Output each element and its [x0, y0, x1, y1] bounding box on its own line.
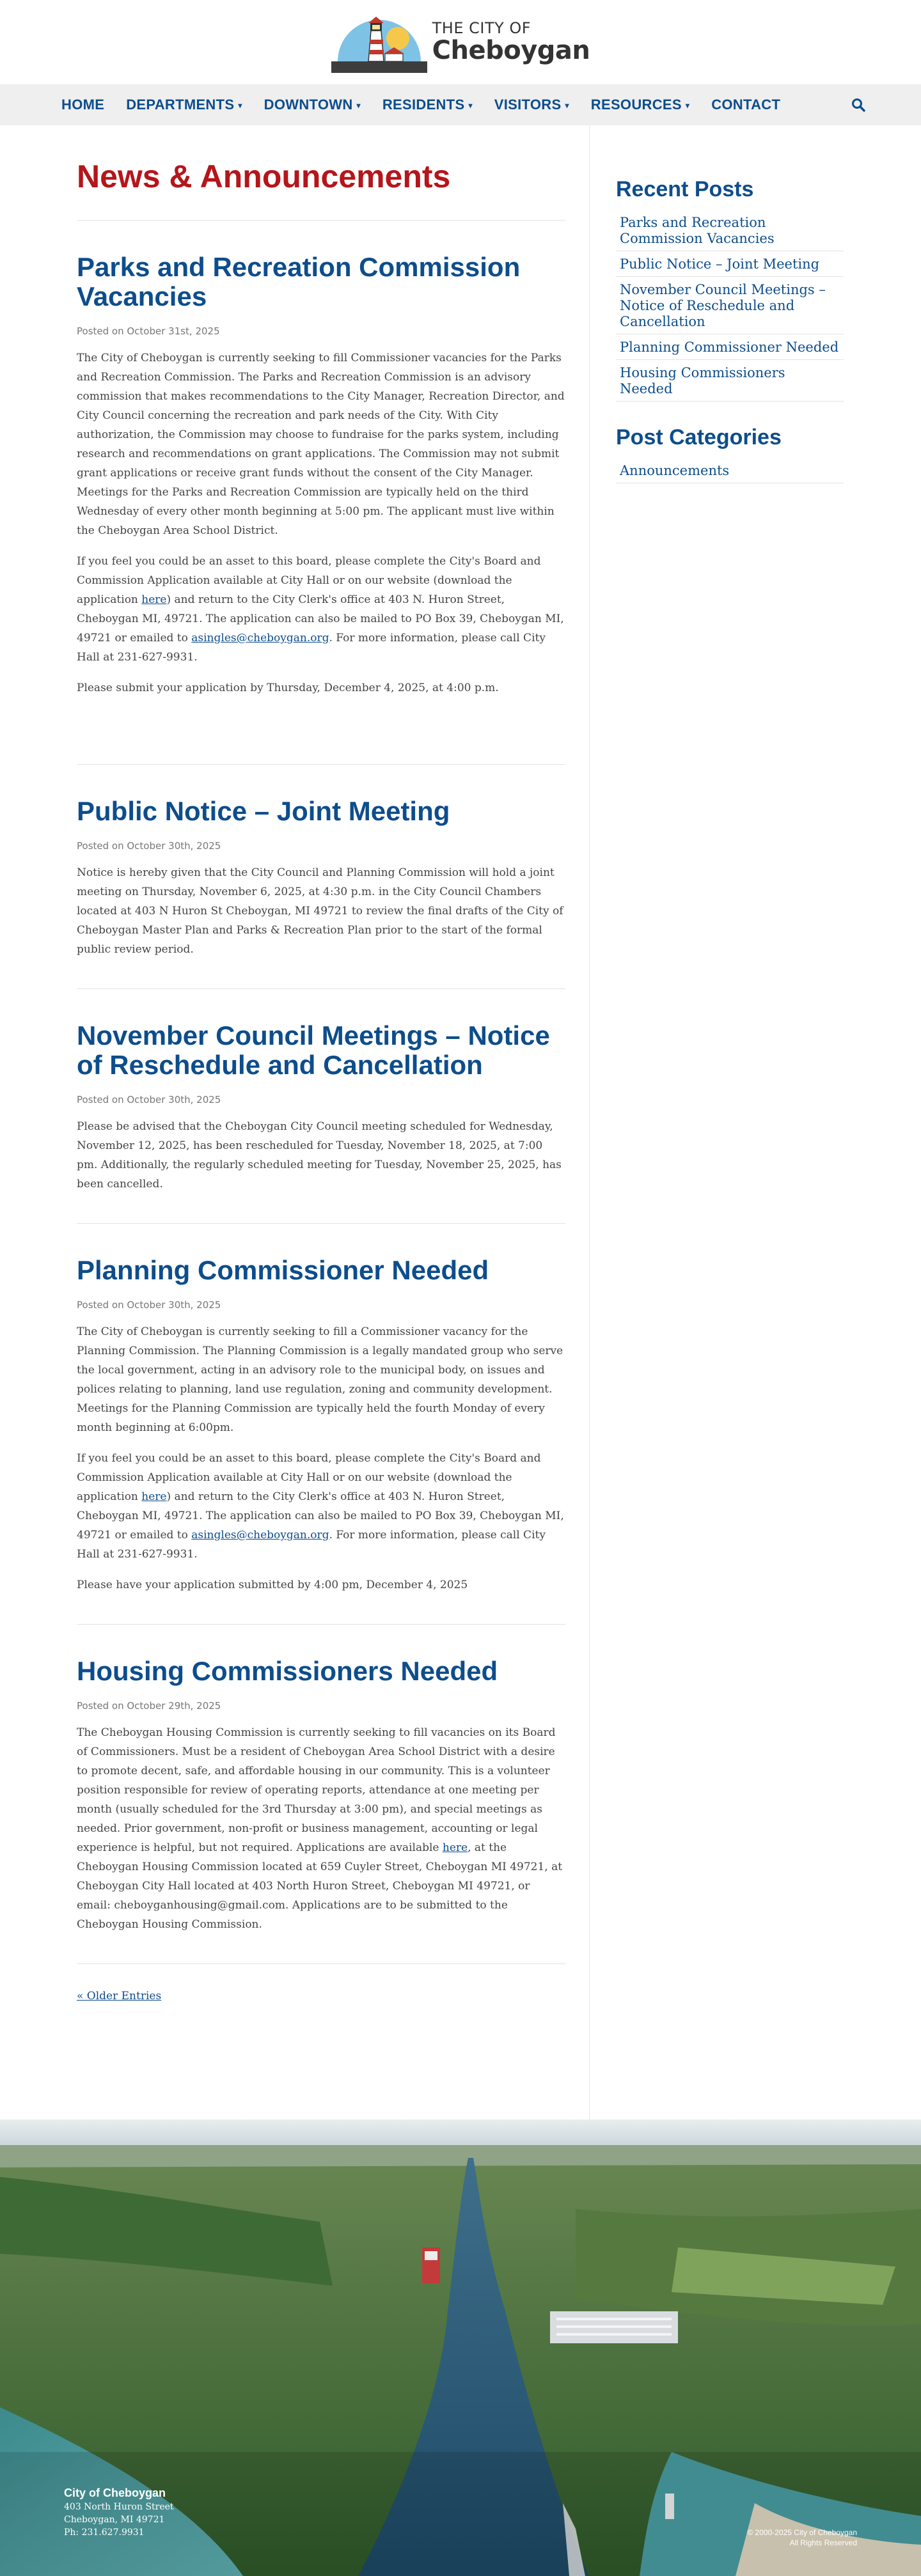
divider — [77, 988, 565, 989]
logo-small-text: THE CITY OF — [432, 19, 531, 37]
divider — [77, 1624, 565, 1625]
text-run: . For more information, please call City Hall at 231-627-9931. — [77, 1529, 546, 1561]
page-title: News & Announcements — [77, 159, 451, 194]
site-header — [0, 0, 921, 84]
post-joint-meeting — [77, 797, 565, 959]
nav-item-home[interactable] — [61, 97, 104, 113]
post-title[interactable]: Planning Commissioner Needed — [77, 1255, 489, 1285]
post-body — [77, 1322, 565, 1595]
caret-down-icon: ▾ — [238, 101, 242, 111]
text-run: ) and return to the City Clerk's office at 403 N. Huron Street, Cheboygan MI, 49721. The application can also be mailed to PO Box 39, Cheboygan MI, 49721 or emailed to — [77, 593, 564, 644]
nav-label: CONTACT — [711, 97, 781, 113]
text-run: ) and return to the City Clerk's office at 403 N. Huron Street, Cheboygan MI, 49721. The application can also be mailed to PO Box 39, Cheboygan MI, 49721 or emailed to — [77, 1490, 564, 1542]
email-link[interactable]: asingles@cheboygan.org — [191, 632, 329, 644]
rights-text: All Rights Reserved — [789, 2538, 857, 2547]
caret-down-icon: ▾ — [685, 101, 690, 111]
recent-post-link[interactable]: Parks and Recreation Commission Vacancies — [616, 210, 844, 251]
recent-posts-list — [616, 210, 844, 402]
recent-post-link[interactable]: Housing Commissioners Needed — [616, 360, 844, 402]
post-paragraph: Please submit your application by Thursday, December 4, 2025, at 4:00 p.m. — [77, 682, 499, 694]
footer-org-name: City of Cheboygan — [64, 2486, 166, 2499]
nav-item-downtown[interactable] — [264, 97, 361, 113]
nav-label: HOME — [61, 97, 105, 113]
post-date: Posted on October 30th, 2025 — [77, 1299, 221, 1311]
footer-phone: Ph: 231.627.9931 — [64, 2527, 145, 2538]
footer-address-line: Cheboygan, MI 49721 — [64, 2515, 165, 2525]
post-title[interactable]: Public Notice – Joint Meeting — [77, 796, 450, 826]
post-categories-list — [616, 458, 844, 483]
nav-label: DEPARTMENTS — [126, 97, 235, 113]
text-run: . For more information, please call City Hall at 231-627-9931. — [77, 632, 546, 664]
post-paragraph: The City of Cheboygan is currently seeking to fill a Commissioner vacancy for the Planning Commission. The Planning Commission is a legally mandated group who serve the local government, acting in an advisory role to the municipal body, on issues and polices relating to planning, land use regulation, zoning and community development. Meetings for the Planning Commission are typically held the fourth Monday of every month beginning at 6:00pm. — [77, 1325, 563, 1434]
sidebar-divider — [589, 125, 590, 2120]
site-logo[interactable] — [331, 12, 590, 73]
recent-post-link[interactable]: Public Notice – Joint Meeting — [616, 251, 844, 277]
nav-label: RESOURCES — [590, 97, 682, 113]
caret-down-icon: ▾ — [565, 101, 569, 111]
footer-copyright — [747, 2527, 857, 2548]
nav-item-departments[interactable] — [126, 97, 242, 113]
post-paragraph — [77, 552, 565, 667]
post-date: Posted on October 30th, 2025 — [77, 1094, 221, 1105]
email-link[interactable]: asingles@cheboygan.org — [191, 1529, 329, 1542]
post-title[interactable]: Housing Commissioners Needed — [77, 1656, 498, 1686]
post-parks-recreation — [77, 253, 565, 698]
post-title[interactable]: Parks and Recreation Commission Vacancies — [77, 252, 521, 311]
caret-down-icon: ▾ — [356, 101, 361, 111]
post-planning-commissioner — [77, 1256, 565, 1595]
post-paragraph — [77, 1723, 565, 1934]
recent-post-link[interactable]: Planning Commissioner Needed — [616, 334, 844, 360]
post-date: Posted on October 31st, 2025 — [77, 325, 220, 337]
text-run: The Cheboygan Housing Commission is currently seeking to fill vacancies on its Board of Commissioners. Must be a resident of Cheboygan Area School District with a desire to promote decent, safe, and affordable housing in our community. This is a volunteer position responsible for review of operating reports, attendance at one meeting per month (usually scheduled for the 3rd Thursday at 3:00 pm), and special meetings as needed. Prior government, non-profit or business management, accounting or legal experience is helpful, but not required. Applications are available — [77, 1726, 556, 1854]
lighthouse-logo-icon — [331, 12, 427, 73]
application-link[interactable]: here — [141, 593, 167, 606]
search-icon[interactable] — [851, 97, 866, 113]
post-paragraph: The City of Cheboygan is currently seeking to fill Commissioner vacancies for the Parks and Recreation Commission. The Parks and Recreation Commission is an advisory commission that makes recommendations to the City Manager, Recreation Director, and City Council concerning the recreation and park needs of the City. With City authorization, the Commission may choose to fundraise for the parks system, including research and recommendations on grant applications. The Commission may not submit grant applications or receive grant funds without the consent of the City Manager. Meetings for the Parks and Recreation Commission are typically held on the third Wednesday of every other month beginning at 5:00 pm. The applicant must live within the Cheboygan Area School District. — [77, 352, 565, 537]
divider — [77, 764, 565, 765]
post-title[interactable]: November Council Meetings – Notice of Reschedule and Cancellation — [77, 1020, 550, 1080]
older-entries-link[interactable]: « Older Entries — [77, 1990, 162, 2002]
post-paragraph — [77, 1449, 565, 1564]
recent-posts-heading: Recent Posts — [616, 177, 754, 201]
post-paragraph: Notice is hereby given that the City Council and Planning Commission will hold a joint meeting on Thursday, November 6, 2025, at 4:30 p.m. in the City Council Chambers located at 403 N Huron St Cheboygan, MI 49721 to review the final drafts of the City of Cheboygan Master Plan and Parks & Recreation Plan prior to the start of the formal public review period. — [77, 866, 563, 956]
footer-address-line: 403 North Huron Street — [64, 2502, 174, 2512]
nav-label: DOWNTOWN — [264, 97, 353, 113]
application-link[interactable]: here — [141, 1490, 167, 1503]
post-body — [77, 863, 565, 959]
footer-contact — [64, 2485, 174, 2539]
sidebar — [616, 176, 844, 483]
recent-post-link[interactable]: November Council Meetings – Notice of Reschedule and Cancellation — [616, 277, 844, 334]
main-nav — [0, 84, 921, 125]
nav-label: RESIDENTS — [382, 97, 465, 113]
nav-label: VISITORS — [494, 97, 562, 113]
post-paragraph: Please have your application submitted by 4:00 pm, December 4, 2025 — [77, 1579, 468, 1591]
text-run: If you feel you could be an asset to this board, please complete the City's Board and Commission Application available at City Hall or on our website (download the application — [77, 1452, 541, 1503]
category-link[interactable]: Announcements — [616, 458, 844, 483]
post-categories-heading: Post Categories — [616, 425, 782, 449]
logo-big-text: Cheboygan — [432, 36, 590, 65]
post-body — [77, 1117, 565, 1194]
content-area — [0, 125, 921, 2120]
copyright-text: © 2000-2025 City of Cheboygan — [747, 2528, 857, 2537]
site-footer — [0, 2119, 921, 2576]
main-column — [77, 125, 565, 2002]
post-date: Posted on October 29th, 2025 — [77, 1700, 221, 1712]
application-link[interactable]: here — [442, 1841, 468, 1854]
post-council-meetings — [77, 1021, 565, 1194]
post-housing-commissioners — [77, 1657, 565, 1934]
nav-item-visitors[interactable] — [494, 97, 569, 113]
nav-item-resources[interactable] — [591, 97, 689, 113]
text-run: , at the Cheboygan Housing Commission located at 659 Cuyler Street, Cheboygan MI 49721, at Cheboygan City Hall located at 403 North Huron Street, Cheboygan MI 49721, or email: cheboyganhousing@gmail.com. Applications are to be submitted to the Cheboygan Housing Commission. — [77, 1841, 563, 1931]
post-paragraph: Please be advised that the Cheboygan City Council meeting scheduled for Wednesday, November 12, 2025, has been rescheduled for Tuesday, November 18, 2025, at 7:00 pm. Additionally, the regularly scheduled meeting for Tuesday, November 25, 2025, has been cancelled. — [77, 1120, 562, 1190]
caret-down-icon: ▾ — [468, 101, 473, 111]
post-body — [77, 348, 565, 698]
nav-item-residents[interactable] — [382, 97, 473, 113]
divider — [77, 1223, 565, 1224]
text-run: If you feel you could be an asset to this board, please complete the City's Board and Commission Application available at City Hall or on our website (download the application — [77, 555, 541, 606]
nav-item-contact[interactable] — [711, 97, 780, 113]
divider — [77, 220, 565, 221]
post-date: Posted on October 30th, 2025 — [77, 840, 221, 852]
divider — [77, 1963, 565, 1964]
post-body — [77, 1723, 565, 1934]
